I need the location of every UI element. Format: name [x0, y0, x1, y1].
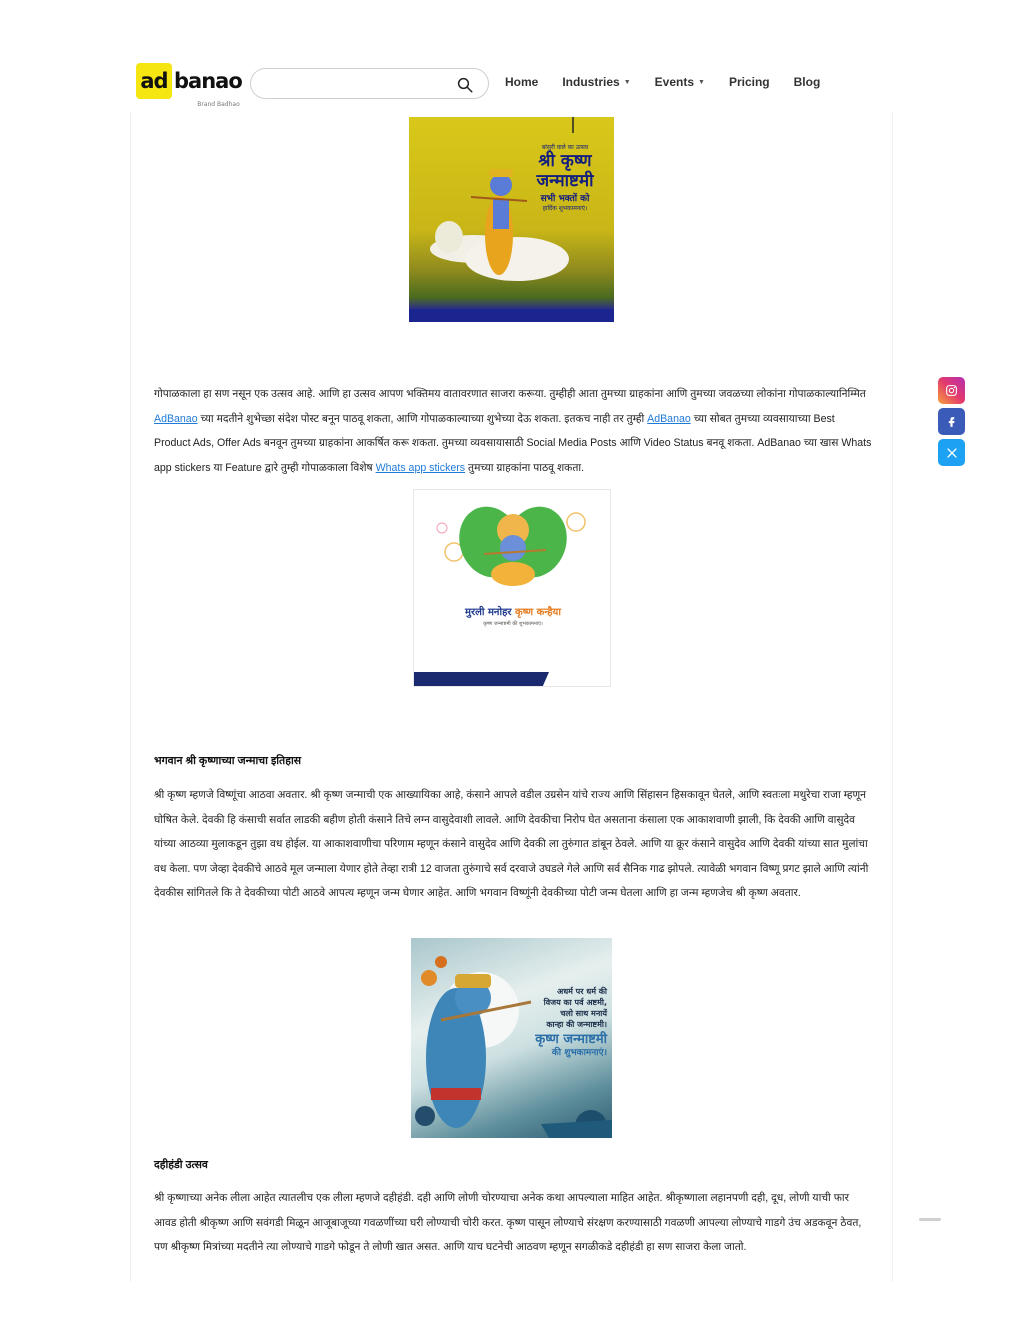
nav-events[interactable]	[655, 75, 705, 89]
chevron-down-icon: ▼	[623, 78, 631, 86]
adbanao-link-1[interactable]: AdBanao	[154, 412, 198, 425]
poster-1-top-line: बांसुरी वाले का उत्सव	[541, 144, 589, 151]
nav-pricing[interactable]	[729, 75, 770, 89]
poster-3-line-4: कान्हा की जन्माष्टमी।	[546, 1020, 607, 1029]
poster-1-text	[521, 143, 609, 212]
nav-blog[interactable]	[794, 75, 821, 89]
facebook-icon	[945, 415, 958, 428]
poster-2-text	[414, 600, 611, 627]
intro-text-d: तुमच्या ग्राहकांना पाठवू शकता.	[465, 461, 585, 474]
search-bar	[250, 68, 489, 99]
intro-text-b: च्या मदतीने शुभेच्छा संदेश पोस्ट बनून पाठवू शकता, आणि गोपाळकाल्याच्या शुभेच्या देऊ शकता. इतकच नाही तर तुम्ही	[197, 412, 648, 425]
instagram-share-button[interactable]	[938, 377, 965, 404]
history-paragraph: श्री कृष्ण म्हणजे विष्णूंचा आठवा अवतार. श्री कृष्ण जन्माची एक आख्यायिका आहे, कंसाने आपले वडील उग्रसेन यांचे राज्य आणि सिंहासन हिसकावून घेतले, आणि स्वतःला मथुरेचा राजा म्हणून घोषित केले. देवकी हि कंसाची सर्वात लाडकी बहीण होती कंसाने तिचे लग्न वासुदेवाशी लावले. आणि देवकीचा निरोप घेत असताना कंसाला एक आकाशवाणी झाली, कि देवकी आणि वासुदेव यांच्या आठव्या मुलाकडून तुझा वध होईल. या आकाशवाणीचा परिणाम म्हणून कंसाने वासुदेव आणि देवकी ला तुरुंगात डांबून ठेवले. आणि या क्रूर कंसाने वासुदेव आणि देवकी यांच्या सात मुलांचा वध केला. पण जेव्हा देवकीचे आठवे मूल जन्माला येणार होते तेव्हा रात्री 12 वाजता तुरुंगाचे सर्व दरवाजे उघडले गेले आणि सर्व सैनिक गाढ झोपले. त्यावेळी भगवान विष्णू प्रगट झाले आणि त्यांनी देवकीस सांगितले कि ते देवकीच्या पोटी आठवे आपत्य म्हणून जन्म घेणार आहेत. आणि भगवान विष्णूंनी देवकीच्या पोटी जन्म घेतला आणि हा जन्म म्हणजेच श्री कृष्ण अवतार.	[154, 789, 869, 899]
chevron-down-icon: ▼	[698, 78, 705, 86]
poster-2-title-b: कृष्ण कन्हैया	[514, 607, 561, 618]
intro-paragraph	[154, 382, 872, 480]
logo-wordmark	[174, 68, 242, 108]
poster-1-line-4: हार्दिक शुभकामनाएं।	[542, 205, 588, 212]
poster-3-subtitle: की शुभकामनाएं।	[551, 1048, 607, 1058]
nav-home-label: Home	[505, 75, 539, 89]
nav-industries[interactable]	[562, 75, 630, 89]
intro-text-a: गोपाळकाला हा सण नसून एक उत्सव आहे. आणि हा उत्सव आपण भक्तिमय वातावरणात साजरा करूया. तुम्हीही आता तुमच्या ग्राहकांना आणि तुमच्या जवळच्या लोकांना गोपाळकाल्यानिम्मित	[154, 388, 866, 400]
poster-3-text	[507, 986, 611, 1059]
poster-3-line-1: अधर्म पर धर्म की	[557, 987, 607, 996]
section-heading-history: भगवान श्री कृष्णाच्या जन्माचा इतिहास	[154, 755, 302, 767]
poster-3-line-2: विजय का पर्व अष्टमी,	[543, 998, 607, 1007]
scroll-indicator	[919, 1218, 941, 1221]
nav-pricing-label: Pricing	[728, 75, 770, 89]
nav-home[interactable]	[505, 75, 538, 89]
nav-events-label: Events	[654, 75, 694, 89]
main-nav	[505, 75, 844, 89]
poster-1-line-3: सभी भक्तों को	[540, 194, 590, 204]
whatsapp-stickers-link[interactable]: Whats app stickers	[375, 461, 466, 474]
poster-2-subtitle: कृष्ण जन्माष्टमी की शुभकामनाएं।	[483, 621, 543, 627]
logo-tagline: Brand Badhao	[197, 101, 240, 108]
logo-ad-mark: ad	[136, 63, 172, 99]
dahihandi-paragraph: श्री कृष्णाच्या अनेक लीला आहेत त्यातलीच एक लीला म्हणजे दहीहंडी. दही आणि लोणी चोरण्याचा अनेक कथा आपल्याला माहित आहेत. श्रीकृष्णाला लहानपणी दही, दूध, लोणी याची फार आवड होती श्रीकृष्ण आणि सवंगडी मिळून आजूबाजूच्या गवळणींच्या घरी लोण्याची चोरी करत. कृष्ण पासून लोण्याचे संरक्षण करण्यासाठी गवळणी आपल्या लोण्याचे गाडगे उंच अडकवून ठेवत, पण श्रीकृष्ण मित्रांच्या मदतीने त्या लोण्याचे गाडगे फोडून ते लोणी खात असत. आणि याच घटनेची आठवण म्हणून सगळीकडे दहीहंडी हा सण साजरा केला जातो.	[154, 1192, 862, 1253]
poster-2-title-a: मुरली मनोहर	[465, 607, 515, 618]
janmashtami-poster-1	[409, 117, 614, 322]
nav-blog-label: Blog	[793, 75, 821, 89]
facebook-share-button[interactable]	[938, 408, 965, 435]
search-icon[interactable]	[456, 76, 474, 94]
x-share-button[interactable]	[938, 439, 965, 466]
logo-name: banao	[174, 69, 242, 93]
poster-2-illustration	[414, 490, 611, 687]
section-heading-dahihandi: दहीहंडी उत्सव	[154, 1159, 208, 1171]
murli-manohar-poster	[413, 489, 611, 687]
adbanao-link-2[interactable]: AdBanao	[647, 412, 691, 425]
site-header	[0, 0, 1024, 115]
intro-text-c: च्या सोबत तुमच्या व्यवसायाच्या Best Product Ads, Offer Ads बनवून तुमच्या ग्राहकांना आकर्षित करू शकता. तुमच्या व्यवसायासाठी Social Media Posts आणि Video Status बनवू शकता. AdBanao च्या खास Whats app stickers या Feature द्वारे तुम्ही गोपाळकाला विशेष	[154, 412, 872, 474]
instagram-icon	[945, 384, 958, 397]
janmashtami-poster-3	[411, 938, 612, 1138]
poster-3-title: कृष्ण जन्माष्टमी	[535, 1032, 607, 1047]
poster-1-title-2: जन्माष्टमी	[536, 171, 594, 191]
poster-1-title-1: श्री कृष्ण	[538, 151, 592, 171]
adbanao-logo[interactable]	[136, 62, 242, 108]
poster-3-line-3: चलो साथ मनायें	[560, 1009, 607, 1018]
search-input[interactable]	[265, 75, 455, 93]
nav-industries-label: Industries	[562, 75, 620, 89]
x-twitter-icon	[946, 447, 958, 459]
